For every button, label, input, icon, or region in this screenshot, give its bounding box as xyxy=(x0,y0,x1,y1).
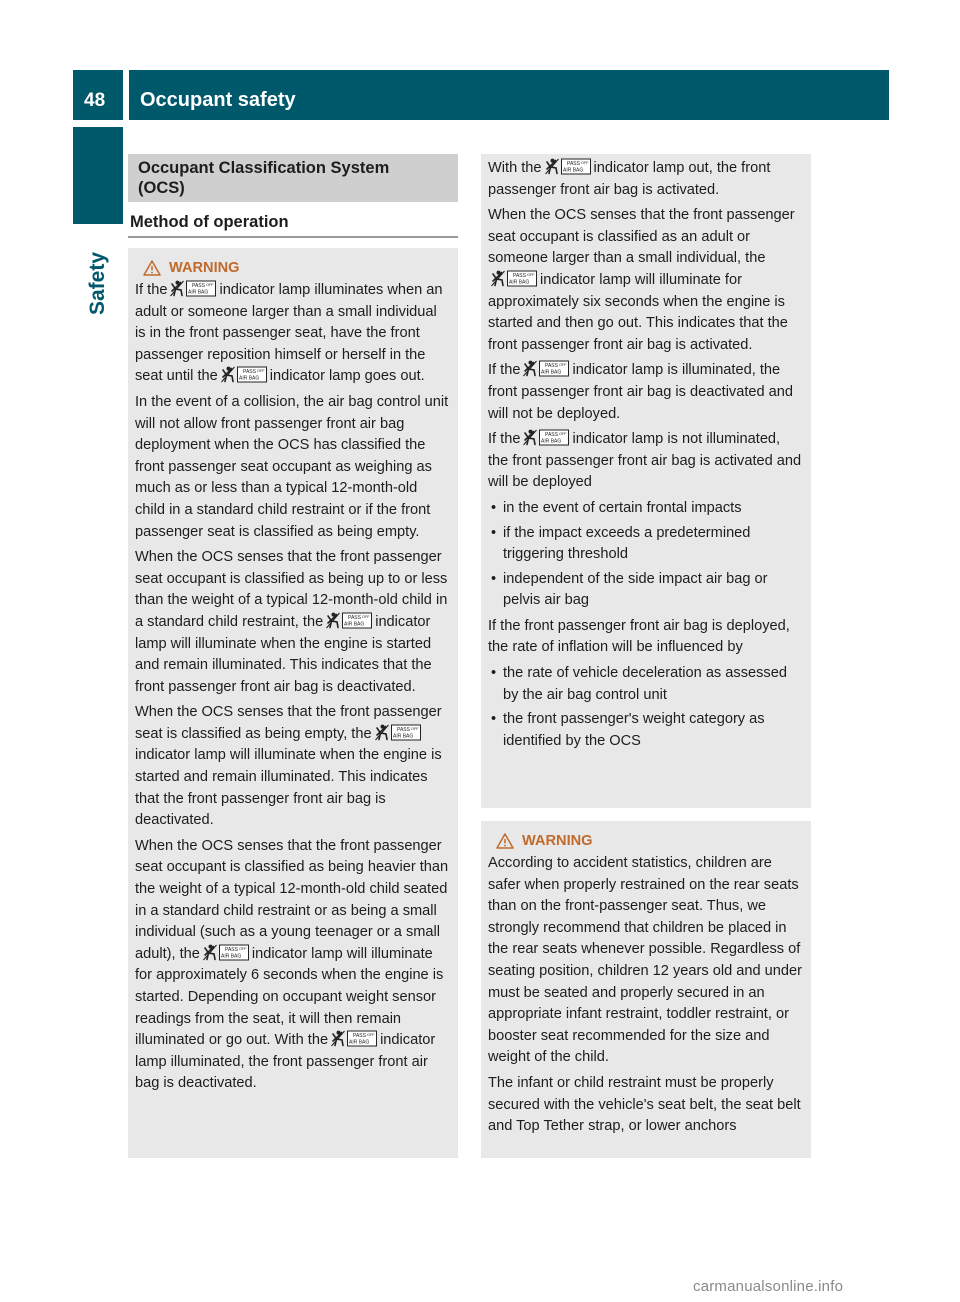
text-run: indicator lamp will illuminate when the engine is started and remain illuminated. This indicates that the front passenger front air bag is deactivated. xyxy=(135,613,432,695)
text-run: When the OCS senses that the front passenger seat occupant is classified as being up to or less than the weight of a typical 12-month-old child in a standard child restraint, the xyxy=(135,549,448,630)
right-info-panel xyxy=(481,154,811,808)
paragraph: The infant or child restraint must be properly secured with the vehicle's seat belt, the seat belt and Top Tether strap, or lower anchors xyxy=(488,1074,801,1135)
svg-text:PASS: PASS xyxy=(192,283,206,289)
side-tab-label: Safety xyxy=(86,251,109,315)
text-run: When the OCS senses that the front passenger seat is classified as being empty, the xyxy=(135,704,442,742)
section-title-line1: Occupant Classification System xyxy=(138,159,390,177)
paragraph: According to accident statistics, children are safer when properly restrained on the rear seats than on the front-passenger seat. Thus, we strongly recommend that children be placed in the rear seats whenever possible. Regardless of seating position, children 12 years old and under must be seated and properly secured in an appropriate infant restraint, toddler restraint, or booster seat recommended for the size and weight of the child. xyxy=(488,855,802,1066)
paragraph xyxy=(135,702,451,832)
svg-text:AIR BAG: AIR BAG xyxy=(349,1039,370,1046)
text-run: indicator lamp illuminates when an adult or someone larger than a small individual is in the front passenger seat, have the front passenger reposition himself or herself in the seat until the xyxy=(135,282,443,385)
text-run: If the xyxy=(488,431,521,448)
section-title-line2: (OCS) xyxy=(138,179,185,197)
list-item: • in the event of certain frontal impacts xyxy=(488,498,804,520)
warning-triangle-icon xyxy=(143,260,161,276)
svg-text:AIR BAG: AIR BAG xyxy=(541,369,562,376)
svg-text:PASS: PASS xyxy=(513,272,526,279)
text-run: indicator lamp is not illuminated, the front passenger front air bag is activated and will be deployed xyxy=(488,431,802,491)
paragraph xyxy=(135,280,451,388)
svg-text:OFF: OFF xyxy=(410,726,419,731)
warning-label: WARNING xyxy=(522,833,593,849)
paragraph: If the front passenger front air bag is deployed, the rate of inflation will be influenced by xyxy=(488,617,790,656)
paragraph xyxy=(488,429,804,494)
svg-text:OFF: OFF xyxy=(527,272,535,277)
paragraph xyxy=(488,205,804,356)
svg-text:AIR BAG: AIR BAG xyxy=(188,289,209,296)
passenger-airbag-off-indicator-icon xyxy=(169,280,217,297)
text-run: If the xyxy=(488,362,521,379)
svg-text:OFF: OFF xyxy=(256,369,265,374)
svg-text:PASS: PASS xyxy=(566,161,580,167)
svg-text:PASS: PASS xyxy=(545,432,559,439)
passenger-airbag-off-indicator-icon xyxy=(330,1030,378,1047)
text-run: indicator lamp goes out. xyxy=(269,368,425,385)
svg-text:AIR BAG: AIR BAG xyxy=(541,438,562,445)
watermark: carmanualsonline.info xyxy=(693,1278,844,1295)
svg-text:OFF: OFF xyxy=(206,283,215,287)
warning-triangle-icon xyxy=(496,833,514,849)
paragraph xyxy=(488,360,804,425)
svg-text:OFF: OFF xyxy=(238,946,247,951)
svg-text:AIR BAG: AIR BAG xyxy=(238,375,260,382)
svg-text:PASS: PASS xyxy=(353,1033,367,1040)
warning-label: WARNING xyxy=(169,260,240,276)
passenger-airbag-off-indicator-icon xyxy=(522,360,570,377)
svg-text:AIR BAG: AIR BAG xyxy=(344,621,365,628)
text-run: indicator lamp will illuminate for approximately six seconds when the engine is started and then go out. This indicates that the front passenger front air bag is activated. xyxy=(488,271,788,353)
bullet-list xyxy=(488,498,804,612)
left-warning-panel xyxy=(128,248,458,1158)
svg-text:PASS: PASS xyxy=(224,946,238,953)
paragraph xyxy=(488,158,804,201)
text-run: indicator lamp is illuminated, the front passenger front air bag is deactivated and will not be deployed. xyxy=(488,362,794,422)
svg-text:PASS: PASS xyxy=(545,363,559,370)
passenger-airbag-off-indicator-icon xyxy=(522,429,570,446)
right-warning-panel xyxy=(481,821,811,1158)
text-run: When the OCS senses that the front passenger seat occupant is classified as being heavier than the weight of a typical 12-month-old child seated in a standard child restraint or as being a small individual (such as a young teenager or a small adult), the xyxy=(135,837,449,962)
warning-heading xyxy=(135,257,451,279)
bullet-list xyxy=(488,663,804,752)
section-title xyxy=(128,154,458,202)
svg-text:OFF: OFF xyxy=(559,432,568,437)
list-item: • if the impact exceeds a predetermined triggering threshold xyxy=(488,523,804,566)
svg-text:OFF: OFF xyxy=(367,1033,375,1038)
paragraph xyxy=(135,836,451,1095)
text-run: indicator lamp will illuminate when the engine is started and remain illuminated. This indicates that the front passenger front air bag is deactivated. xyxy=(135,747,442,829)
text-run: When the OCS senses that the front passenger seat occupant is classified as an adult or someone larger than a small individual, the xyxy=(488,207,795,267)
passenger-airbag-off-indicator-icon xyxy=(220,366,268,383)
svg-text:AIR BAG: AIR BAG xyxy=(509,279,530,286)
svg-text:PASS: PASS xyxy=(396,726,410,733)
svg-text:AIR BAG: AIR BAG xyxy=(392,733,413,740)
passenger-airbag-off-indicator-icon xyxy=(374,724,422,741)
text-run: indicator lamp will illuminate for approximately 6 seconds when the engine is started. Depending on occupant weight sensor readings from the seat, it will then remain illuminated or go out. With the xyxy=(135,945,444,1049)
list-item: • the rate of vehicle deceleration as assessed by the air bag control unit xyxy=(488,663,804,706)
passenger-airbag-off-indicator-icon xyxy=(325,612,373,629)
svg-text:AIR BAG: AIR BAG xyxy=(562,167,583,174)
chapter-title: Occupant safety xyxy=(140,89,296,111)
svg-text:OFF: OFF xyxy=(362,614,370,619)
svg-text:OFF: OFF xyxy=(559,363,568,368)
warning-heading xyxy=(488,830,804,852)
text-run: If the xyxy=(135,282,168,298)
svg-text:PASS: PASS xyxy=(348,614,362,621)
passenger-airbag-off-indicator-icon xyxy=(202,944,250,961)
svg-text:AIR BAG: AIR BAG xyxy=(220,953,242,960)
list-item: • the front passenger's weight category as identified by the OCS xyxy=(488,709,804,752)
subsection-title: Method of operation xyxy=(128,213,458,238)
paragraph: In the event of a collision, the air bag control unit will not allow front passenger front air bag deployment when the OCS has classified the front passenger seat occupant as weighing as much as or less than a typical 12-month-old child in a standard child restraint or if the front passenger seat is classified as being empty. xyxy=(135,393,449,540)
passenger-airbag-off-indicator-icon xyxy=(544,158,592,175)
side-tab-box xyxy=(73,127,123,224)
text-run: With the xyxy=(488,160,542,176)
passenger-airbag-off-indicator-icon xyxy=(490,270,538,287)
svg-text:OFF: OFF xyxy=(580,161,589,165)
paragraph xyxy=(135,547,451,698)
text-run: indicator lamp out, the front passenger front air bag is activated. xyxy=(488,160,771,198)
text-run: indicator lamp illuminated, the front passenger front air bag is deactivated. xyxy=(135,1032,436,1092)
page-number: 48 xyxy=(84,90,106,111)
list-item: • independent of the side impact air bag or pelvis air bag xyxy=(488,569,804,612)
svg-text:PASS: PASS xyxy=(242,369,256,376)
